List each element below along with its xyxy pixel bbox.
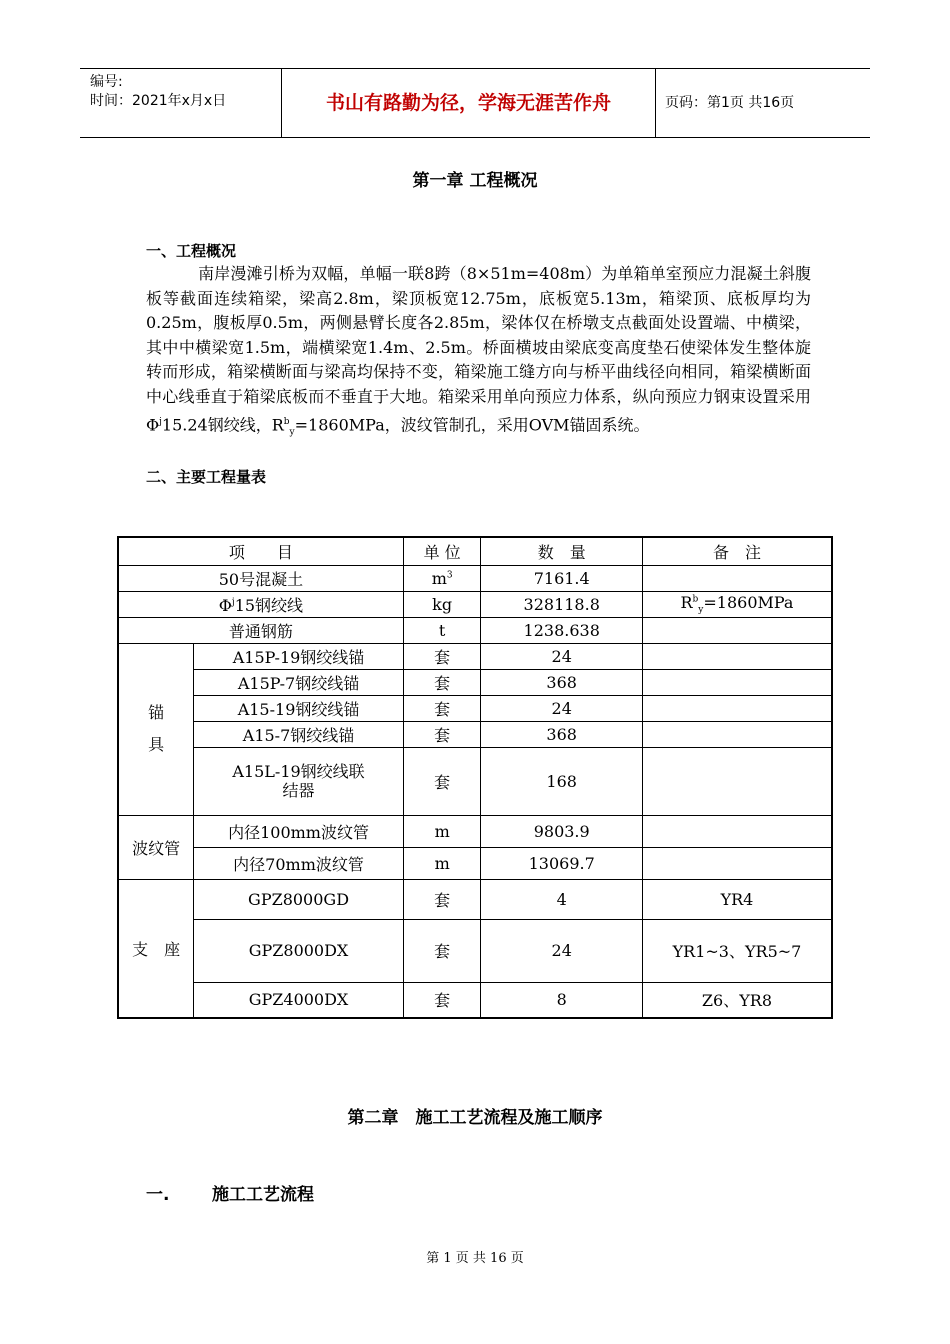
table-row: GPZ4000DX 套 8 Z6、YR8 (118, 982, 832, 1018)
table-row: A15P-7钢绞线锚 套 368 (118, 669, 832, 695)
section1-title: 一、工程概况 (146, 242, 237, 260)
table-row: 50号混凝土 $m^3$ 7161.4 (118, 565, 832, 591)
serial-label: 编号: (90, 74, 123, 90)
chapter2-title: 第二章 施工工艺流程及施工顺序 (347, 1108, 603, 1128)
chapter2-section1-title: 一. 施工工艺流程 (146, 1185, 314, 1205)
header-meta (80, 69, 281, 137)
section2-title: 二、主要工程量表 (146, 468, 267, 486)
table-row: 波纹管 内径100mm波纹管 m 9803.9 (118, 815, 832, 847)
header-motto: 书山有路勤为径，学海无涯苦作舟 (281, 69, 656, 137)
header-qty: 数 量 (481, 537, 642, 565)
header-unit: 单 位 (403, 537, 481, 565)
page-header (80, 68, 870, 138)
table-row: $\Phi^j15$钢绞线 kg 328118.8 $R^b_y=1860MPa$ (118, 591, 832, 617)
overview-paragraph: 南岸漫滩引桥为双幅，单幅一联8跨（8×51m=408m）为单箱单室预应力混凝土斜腹板等截面连续箱梁，梁高2.8m，梁顶板宽12.75m，底板宽5.13m，箱梁顶、底板厚均为0.25m，腹板厚0.5m，两侧悬臂长度各2.85m，梁体仅在桥墩支点截面处设置端、中横梁，其中中横梁宽1.5m，端横梁宽1.4m、2.5m。桥面横坡由梁底变高度垫石使梁体发生整体旋转而形成，箱梁横断面与梁高均保持不变，箱梁施工缝方向与桥平曲线径向相同，箱梁横断面中心线垂直于箱梁底板而不垂直于大地。箱梁采用单向预应力体系，纵向预应力钢束设置采用$\Phi^j15.24$钢绞线，$R^b_y=1860MPa$，波纹管制孔，采用OVM锚固系统。 (146, 264, 811, 438)
duct-group-label: 波纹管 (118, 815, 194, 879)
table-row: GPZ8000DX 套 24 YR1~3、YR5~7 (118, 919, 832, 982)
anchor-group-label: 锚 具 (118, 643, 194, 815)
bearing-group-label: 支 座 (118, 879, 194, 1018)
time-label: 时间：2021年x月x日 (90, 93, 227, 109)
chapter1-title: 第一章 工程概况 (412, 171, 538, 191)
table-row: A15-19钢绞线锚 套 24 (118, 695, 832, 721)
page-footer: 第 1 页 共 16 页 (426, 1251, 524, 1266)
table-row: A15L-19钢绞线联结器 套 168 (118, 747, 832, 815)
table-row: A15-7钢绞线锚 套 368 (118, 721, 832, 747)
table-row: 内径70mm波纹管 m 13069.7 (118, 847, 832, 879)
header-note: 备 注 (642, 537, 832, 565)
table-header-row (118, 537, 832, 565)
table-row: 普通钢筋 t 1238.638 (118, 617, 832, 643)
quantity-table (117, 536, 833, 1019)
header-page-info: 页码：第1页 共16页 (665, 95, 795, 111)
table-row: 锚 具 A15P-19钢绞线锚 套 24 (118, 643, 832, 669)
table-row: 支 座 GPZ8000GD 套 4 YR4 (118, 879, 832, 919)
header-item: 项 目 (118, 537, 403, 565)
